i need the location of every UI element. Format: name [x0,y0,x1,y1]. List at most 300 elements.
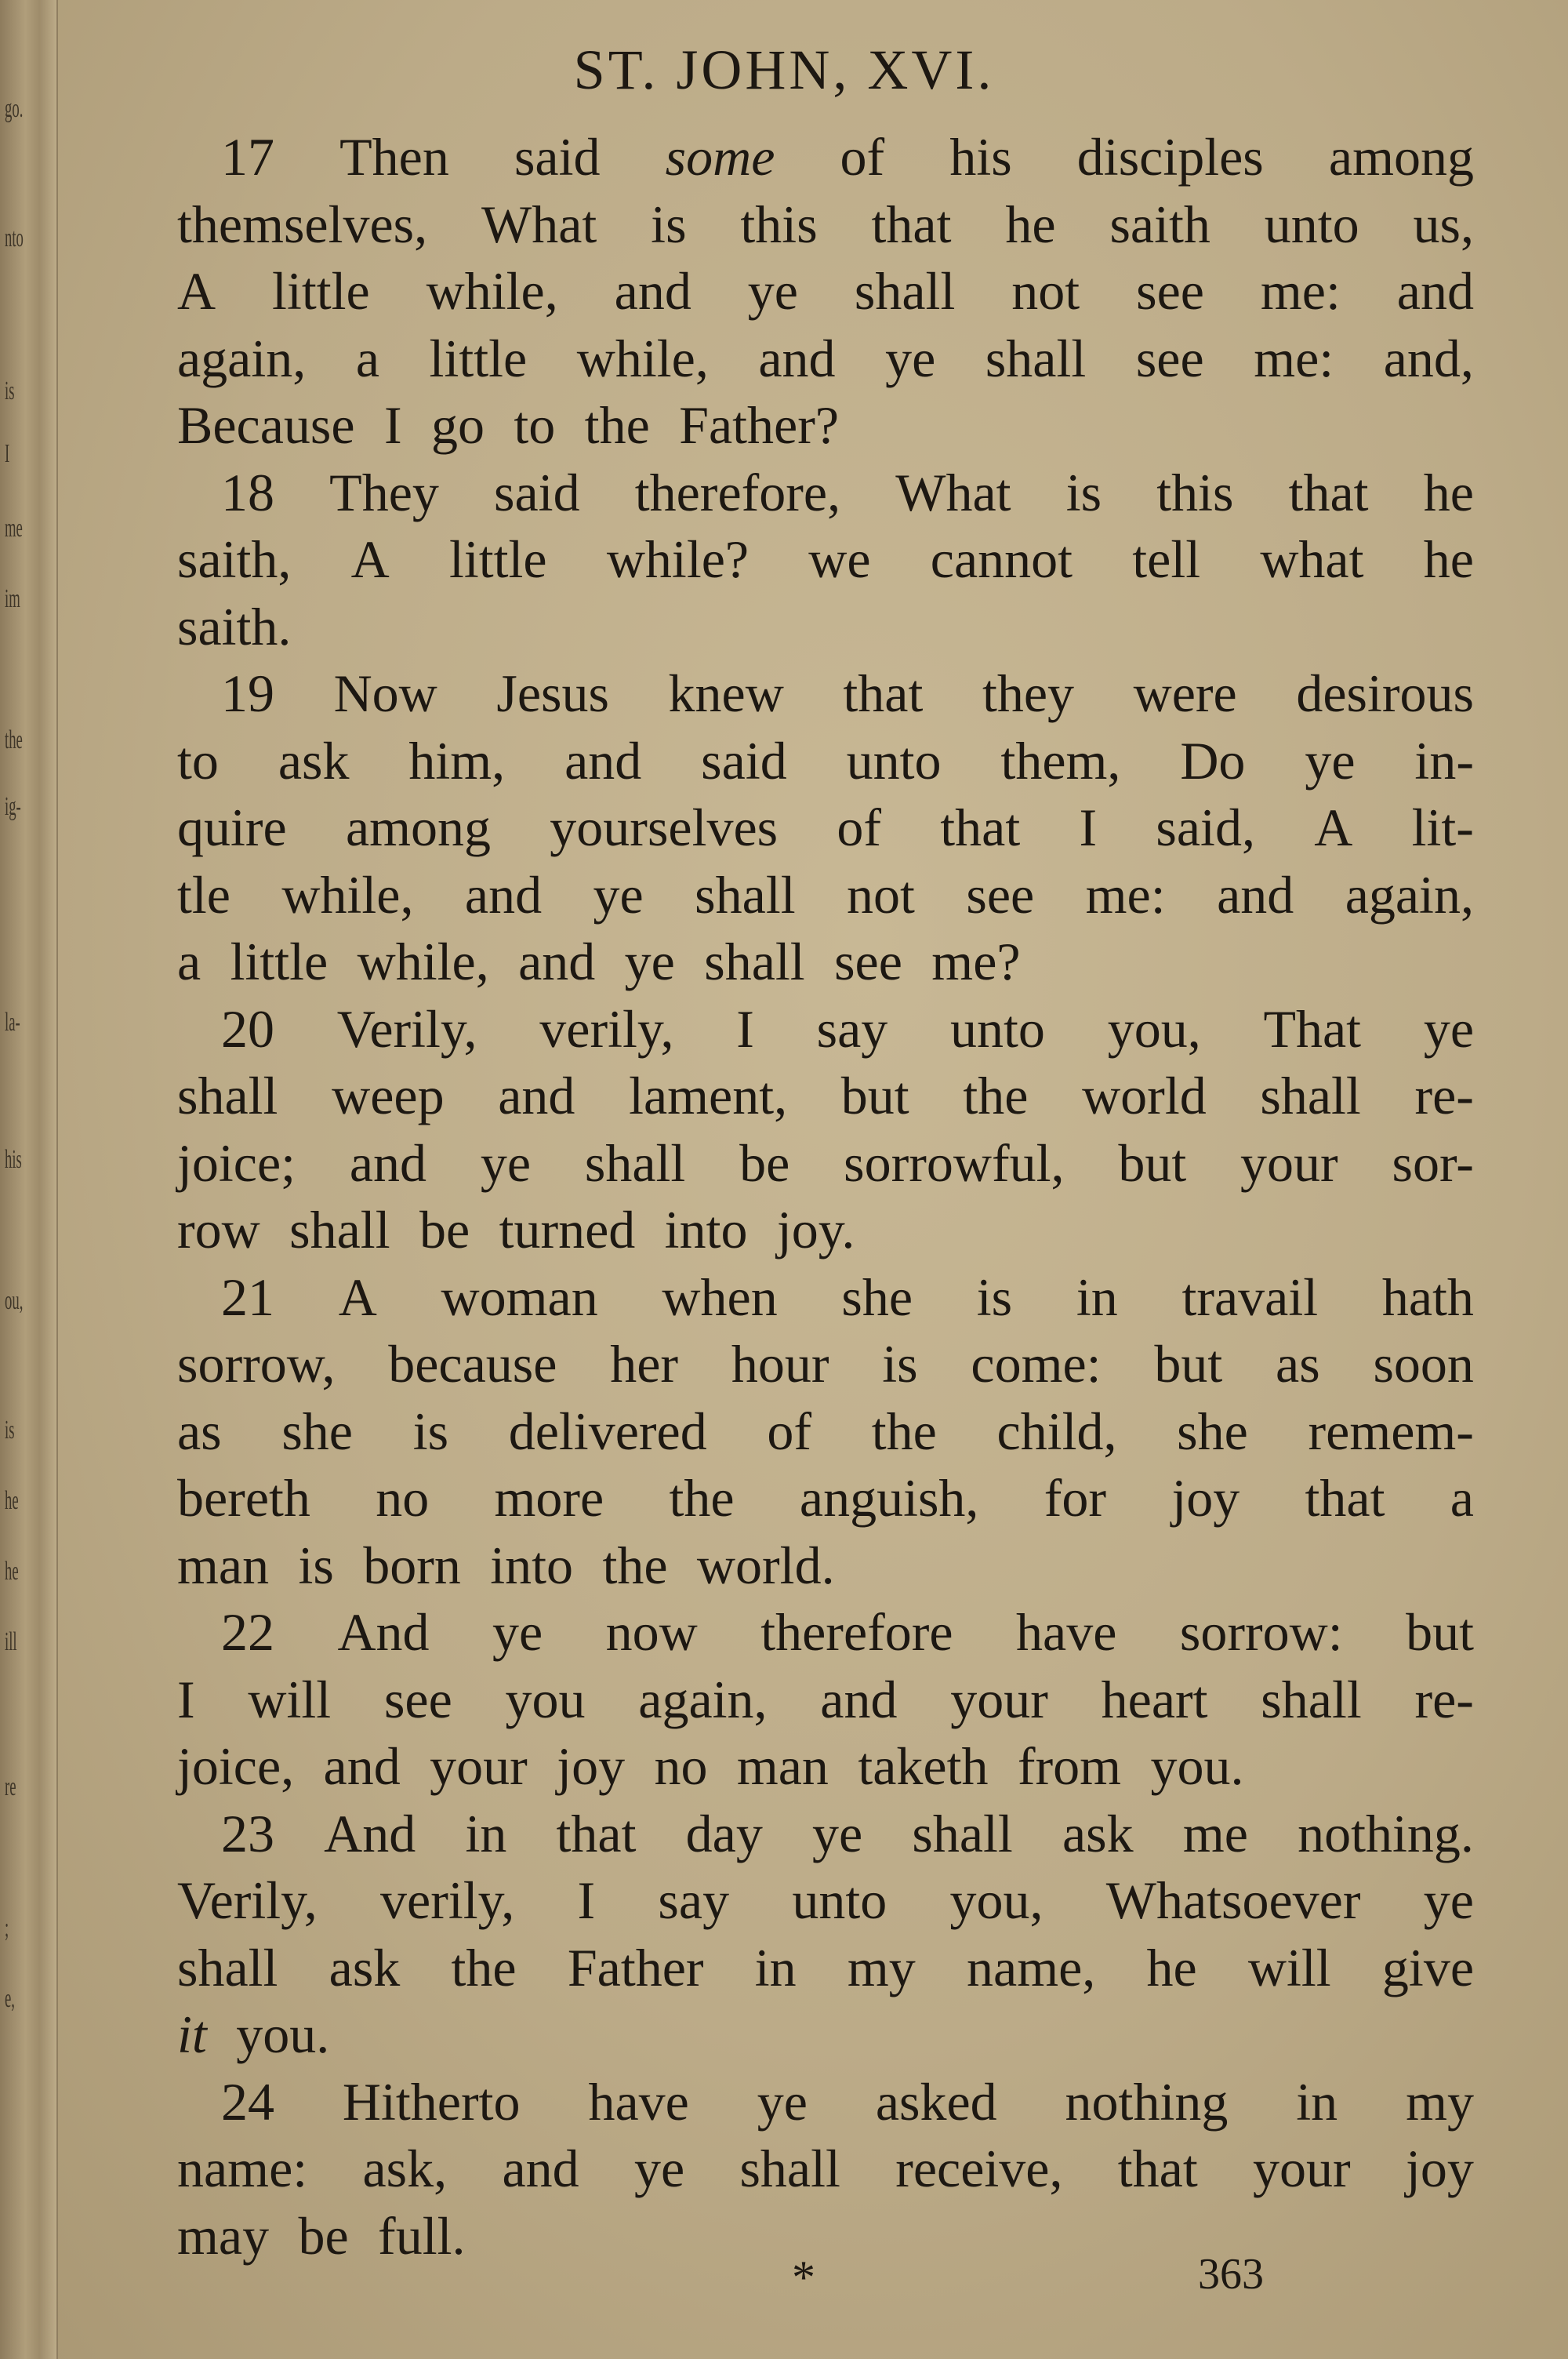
word: you. [236,2005,330,2064]
word: say [658,1870,730,1930]
word: Father? [679,395,840,455]
margin-fragment: go. [5,94,24,123]
word: shall [289,1200,390,1259]
word: your [950,1669,1048,1729]
word: little [272,261,370,321]
word: That [1263,998,1362,1059]
text-line [177,1867,1474,1935]
text-line [177,1465,1474,1532]
word: among [1328,127,1474,187]
word: asked [875,2071,997,2132]
word: day [685,1803,763,1863]
text-line [177,862,1474,929]
word: the [602,1535,668,1595]
word: you, [1107,998,1201,1059]
word: is [976,1267,1013,1327]
word: is [1065,462,1102,522]
word: ye [885,328,936,388]
word: turned [499,1200,636,1259]
word: me: [1085,864,1166,925]
text-line [177,2069,1474,2136]
word: in [1076,1267,1118,1327]
margin-fragment: he [5,1557,19,1586]
text-line [177,1599,1474,1667]
word: unto [846,730,942,791]
word: name: [177,2139,308,2198]
word: see [834,932,902,991]
margin-fragment: im [5,584,20,613]
word: not [847,864,915,925]
word: shall [985,328,1087,388]
word: that [1288,462,1369,522]
word: come: [971,1334,1102,1394]
word: while, [576,328,709,388]
word: the [584,395,650,455]
word: joice, [177,1736,295,1796]
word: ye [633,2139,685,2198]
word: ye [624,932,675,991]
word: What [895,462,1011,522]
word: soon [1373,1334,1474,1394]
word: a [177,932,201,991]
word: he [1005,194,1056,254]
margin-fragment: I [5,439,10,468]
word: I [736,998,754,1059]
text-line [177,1264,1474,1332]
margin-fragment: me [5,514,23,543]
word: re- [1414,1669,1474,1729]
word: little [448,529,547,589]
text-line [177,660,1474,728]
word: said [494,462,580,522]
word: hath [1381,1267,1474,1327]
word: in [1296,2071,1338,2132]
word: ye [747,261,798,321]
word: that [940,798,1021,857]
text-line [177,526,1474,594]
text-line [177,1935,1474,2002]
margin-fragment: re [5,1772,16,1801]
word: into [490,1535,574,1595]
word: shall [584,1132,686,1193]
word: shall [177,1937,278,1997]
word: again, [1345,864,1474,925]
word: They [329,462,439,522]
text-line [177,392,1474,460]
word: shall [177,1066,278,1125]
word: name, [967,1937,1096,1997]
margin-fragment: his [5,1145,22,1174]
text-line [177,728,1474,795]
word: ye [492,1602,543,1662]
word: unto [792,1870,887,1930]
word: sor- [1392,1132,1474,1193]
word: while, [426,261,558,321]
word: ask [278,730,350,791]
word: into [664,1200,748,1259]
word: And [337,1602,430,1662]
word: ye [480,1132,532,1193]
word: because [388,1334,557,1394]
word: sorrowful, [844,1132,1065,1193]
word: again, [177,328,307,388]
word: say [816,998,888,1059]
word: as [1276,1334,1320,1394]
word: in [465,1803,507,1863]
word: for [1044,1468,1107,1528]
text-line [177,2203,1474,2270]
word: in [754,1937,797,1997]
word: world [1082,1066,1207,1125]
word: woman [441,1267,598,1327]
word: cannot [930,529,1073,589]
word: 22 [221,1602,274,1662]
word: receive, [895,2139,1063,2198]
word: will [1247,1937,1331,1997]
word: 17 [221,127,274,187]
word: be [419,1200,470,1259]
word: Because [177,395,355,455]
word: them, [1000,730,1121,791]
word: this [740,194,818,254]
word: anguish, [799,1468,979,1528]
word: saith. [177,596,292,656]
word: he [1423,462,1474,522]
word: desirous [1296,663,1474,723]
word: be [739,1132,790,1193]
word: delivered [508,1401,707,1461]
word: you. [1150,1736,1244,1796]
word: and [498,1066,575,1125]
word: little [230,932,328,991]
word: to [514,395,556,455]
word: ye [593,864,644,925]
word: again, [638,1669,768,1729]
word: What [481,194,597,254]
word: world. [696,1535,835,1595]
word: said [514,127,601,187]
word: I [577,1870,596,1930]
margin-fragment: nto [5,224,24,253]
word: she [1177,1401,1248,1461]
text-line [177,191,1474,259]
word: disciples [1076,127,1264,187]
word: while, [357,932,489,991]
text-line [177,1398,1474,1466]
word: unto [950,998,1045,1059]
text-line [177,2001,1474,2069]
word: and, [1383,328,1474,388]
text-line [177,794,1474,862]
margin-fragment: e, [5,1984,15,2013]
word: ask [1062,1803,1134,1863]
word: I [1079,798,1098,857]
word: verily, [539,998,674,1059]
word: that [556,1803,637,1863]
word: 21 [221,1267,274,1327]
margin-fragment: ou, [5,1286,24,1315]
word: and [323,1736,401,1796]
word: ye [1423,1870,1474,1930]
word: the [871,1401,937,1461]
word: 20 [221,998,274,1059]
word: me? [931,932,1021,991]
margin-fragment: ig- [5,792,21,821]
word: shall [1260,1066,1361,1125]
word: said [701,730,787,791]
word: little [429,328,528,388]
word: me: [1254,328,1334,388]
word: may [177,2205,270,2266]
text-line [177,325,1474,393]
text-line [177,1331,1474,1398]
word: verily, [380,1870,515,1930]
word: re- [1414,1066,1474,1125]
word: taketh [858,1736,989,1796]
word: the [669,1468,735,1528]
word: me: [1260,261,1341,321]
word: but [840,1066,909,1125]
word: in- [1414,730,1474,791]
word: quire [177,798,287,857]
word: sorrow: [1179,1602,1343,1662]
margin-fragment: the [5,725,23,754]
word: is [412,1401,449,1461]
word: man [177,1535,270,1595]
word: travail [1181,1267,1319,1327]
word: give [1381,1937,1474,1997]
word: child, [996,1401,1117,1461]
word: yourselves [550,798,779,857]
word: now [605,1602,698,1662]
word: I [383,395,402,455]
word: and [502,2139,579,2198]
word: but [1118,1132,1187,1193]
word: joy [557,1736,626,1796]
word: see [383,1669,452,1729]
word: Whatsoever [1105,1870,1361,1930]
word: and [464,864,543,925]
word: heart [1101,1669,1208,1729]
word: she [841,1267,913,1327]
word: but [1154,1334,1223,1394]
word: to [177,730,219,791]
word: 24 [221,2071,274,2132]
word: joice; [177,1132,296,1193]
word: Verily, [336,998,477,1059]
word: tell [1132,529,1201,589]
word: hour [731,1334,829,1394]
word: is [882,1334,918,1394]
text-line [177,124,1474,191]
word: when [662,1267,778,1327]
word: and [820,1669,898,1729]
word: of [767,1401,812,1461]
word: he [1423,529,1474,589]
word: see [966,864,1035,925]
word: among [345,798,492,857]
word: A [350,529,390,589]
word: 19 [221,663,274,723]
word: of [840,127,885,187]
word: joy [1406,2139,1474,2198]
word: go [430,395,485,455]
text-line [177,1130,1474,1198]
word: not [1011,261,1080,321]
word: as [177,1401,222,1461]
word: is [651,194,687,254]
word: he [1146,1937,1197,1997]
text-line [177,1532,1474,1600]
word: that [871,194,952,254]
word: that [843,663,924,723]
word: from [1017,1736,1122,1796]
word: and [1217,864,1294,925]
word: were [1133,663,1237,723]
word: joy. [776,1200,855,1259]
margin-fragment: he [5,1486,19,1515]
word: him, [408,730,506,791]
word: said, [1156,798,1255,857]
word: unto [1264,194,1359,254]
word: your [430,1736,528,1796]
word: ye [1305,730,1356,791]
word: shall [704,932,805,991]
word: while, [281,864,414,925]
word: man [736,1736,829,1796]
text-line [177,1733,1474,1801]
word: bereth [177,1468,310,1528]
word: A [1314,798,1353,857]
text-line [177,594,1474,661]
word: nothing [1065,2071,1229,2132]
word: I [177,1669,195,1729]
word: born [363,1535,461,1595]
word: ye [1423,998,1474,1059]
word: and [758,328,836,388]
word: shall [695,864,796,925]
word: it [177,2005,207,2064]
word: of [837,798,882,857]
word: And [324,1803,416,1863]
word: Jesus [496,663,609,723]
word: ask, [362,2139,448,2198]
word: knew [668,663,784,723]
word: be [298,2205,349,2266]
text-line [177,2135,1474,2203]
word: is [298,1535,334,1595]
word: and [518,932,596,991]
word: Father [567,1937,704,1997]
word: lament, [629,1066,788,1125]
word: she [281,1401,353,1461]
text-line [177,996,1474,1063]
word: what [1260,529,1364,589]
word: the [963,1066,1029,1125]
word: ask [328,1937,401,1997]
word: this [1156,462,1234,522]
word: A [177,261,216,321]
text-line [177,1063,1474,1130]
word: A [338,1267,377,1327]
word: 18 [221,462,274,522]
word: see [1135,328,1204,388]
word: his [949,127,1012,187]
word: and [564,730,642,791]
word: that [1117,2139,1198,2198]
word: shall [854,261,956,321]
word: Verily, [177,1870,318,1930]
word: and [349,1132,427,1193]
word: Now [333,663,437,723]
word: tle [177,864,230,925]
margin-fragment: ill [5,1627,17,1656]
word: Hitherto [342,2071,521,2132]
word: saith [1109,194,1210,254]
margin-fragment: la- [5,1008,20,1037]
word: nothing. [1298,1803,1474,1863]
text-line [177,1197,1474,1264]
word: your [1253,2139,1351,2198]
word: ye [812,1803,863,1863]
word: ye [757,2071,808,2132]
margin-fragment: is [5,1416,15,1445]
word: saith, [177,529,292,589]
word: and [1396,261,1474,321]
word: a [355,328,379,388]
page-number: 363 [1198,2250,1264,2299]
word: have [1016,1602,1117,1662]
text-line [177,929,1474,996]
word: and [614,261,691,321]
word: themselves, [177,194,428,254]
word: no [654,1736,708,1796]
word: therefore, [634,462,841,522]
word: remem- [1308,1401,1474,1461]
text-line [177,1667,1474,1734]
word: they [982,663,1075,723]
word: my [847,1937,916,1997]
word: will [248,1669,332,1729]
word: us, [1413,194,1474,254]
word: me [1182,1803,1248,1863]
word: you [505,1669,586,1729]
word: we [808,529,871,589]
text-line [177,258,1474,325]
word: your [1240,1132,1338,1193]
word: but [1406,1602,1474,1662]
running-head: ST. JOHN, XVI. [573,38,995,101]
word: 23 [221,1803,274,1863]
word: the [451,1937,517,1997]
facing-page-edge [0,0,58,2359]
word: lit- [1411,798,1474,857]
signature-mark: * [792,2252,815,2303]
word: full. [378,2205,466,2266]
word: joy [1171,1468,1240,1528]
word: shall [739,2139,840,2198]
word: see [1136,261,1204,321]
word: some [665,127,775,187]
word: a [1450,1468,1474,1528]
text-line [177,1801,1474,1868]
margin-fragment: ; [5,1914,9,1943]
text-line [177,460,1474,527]
word: no [376,1468,430,1528]
word: more [494,1468,604,1528]
word: Do [1180,730,1246,791]
word: Then [339,127,449,187]
